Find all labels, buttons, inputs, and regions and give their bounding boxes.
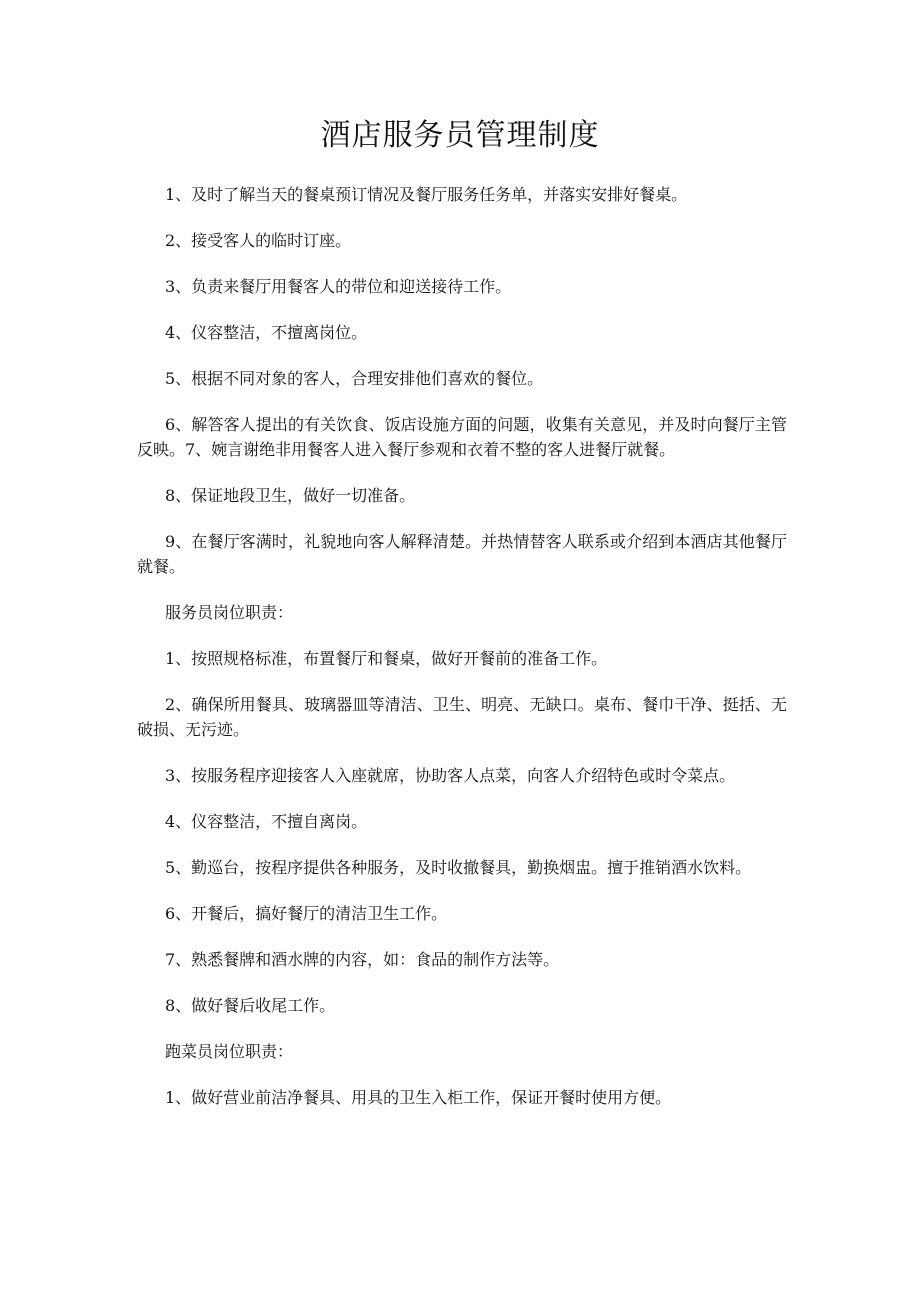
paragraph: 5、根据不同对象的客人，合理安排他们喜欢的餐位。	[165, 369, 544, 388]
paragraph: 9、在餐厅客满时，礼貌地向客人解释清楚。并热情替客人联系或介绍到本酒店其他餐厅就餐。	[137, 532, 787, 576]
paragraph: 4、仪容整洁，不擅离岗位。	[165, 323, 368, 342]
paragraph: 4、仪容整洁，不擅自离岗。	[165, 812, 368, 831]
paragraph: 7、熟悉餐牌和酒水牌的内容，如：食品的制作方法等。	[165, 950, 560, 969]
paragraph: 2、确保所用餐具、玻璃器皿等清洁、卫生、明亮、无缺口。桌布、餐巾干净、挺括、无破损、无污迹。	[137, 695, 787, 739]
paragraph: 3、按服务程序迎接客人入座就席，协助客人点菜，向客人介绍特色或时令菜点。	[165, 766, 736, 785]
paragraph: 1、按照规格标准，布置餐厅和餐桌，做好开餐前的准备工作。	[165, 649, 608, 668]
section-heading: 服务员岗位职责：	[165, 603, 294, 622]
document-title: 酒店服务员管理制度	[320, 118, 600, 153]
paragraph: 6、开餐后，搞好餐厅的清洁卫生工作。	[165, 904, 448, 923]
paragraph: 6、解答客人提出的有关饮食、饭店设施方面的问题，收集有关意见，并及时向餐厅主管反映。7、婉言谢绝非用餐客人进入餐厅参观和衣着不整的客人进餐厅就餐。	[137, 415, 787, 459]
paragraph: 2、接受客人的临时订座。	[165, 231, 352, 250]
paragraph: 1、及时了解当天的餐桌预订情况及餐厅服务任务单，并落实安排好餐桌。	[165, 185, 688, 204]
paragraph: 5、勤巡台，按程序提供各种服务，及时收撤餐具，勤换烟盅。擅于推销酒水饮料。	[165, 858, 752, 877]
section-heading: 跑菜员岗位职责：	[165, 1042, 294, 1061]
paragraph: 8、保证地段卫生，做好一切准备。	[165, 486, 416, 505]
document-body	[137, 182, 787, 1131]
paragraph: 8、做好餐后收尾工作。	[165, 996, 336, 1015]
paragraph: 3、负责来餐厅用餐客人的带位和迎送接待工作。	[165, 277, 512, 296]
paragraph: 1、做好营业前洁净餐具、用具的卫生入柜工作，保证开餐时使用方便。	[165, 1088, 672, 1107]
